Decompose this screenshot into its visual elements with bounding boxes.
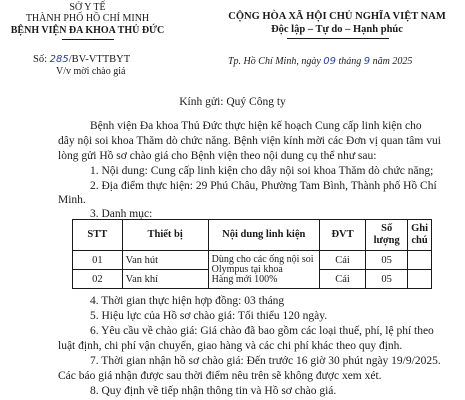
- cell-quantity: 05: [366, 270, 408, 289]
- date-month-handwritten: 9: [363, 56, 371, 67]
- content-line-3: Hàng mới 100%: [211, 273, 278, 285]
- item-3-catalog: 3. Danh mục:: [90, 208, 153, 220]
- content-line-1: Dùng cho các ống nội soi: [211, 253, 314, 265]
- document-date: [228, 56, 412, 68]
- intro-line-3: lòng gửi Hồ sơ chào giá cho Bệnh viện theo nội dung cụ thể như sau:: [58, 150, 377, 162]
- cell-stt: 01: [73, 251, 123, 270]
- item-4-duration: 4. Thời gian thực hiện hợp đồng: 03 tháng: [90, 295, 285, 307]
- date-prefix: Tp. Hồ Chí Minh, ngày: [228, 56, 321, 67]
- cell-stt: 02: [73, 270, 123, 289]
- cell-device: Van khí: [122, 270, 208, 289]
- motto-underline: [287, 38, 389, 39]
- greeting: Kính gửi: Quý Công ty: [179, 96, 286, 108]
- cell-content: [208, 251, 319, 289]
- country-name: CỘNG HÒA XÃ HỘI CHỦ NGHĨA VIỆT NAM: [228, 11, 446, 22]
- catalog-table: [72, 219, 432, 289]
- date-year: năm 2025: [372, 56, 413, 67]
- header-device: Thiết bị: [122, 220, 208, 251]
- document-subject: V/v mời chào giá: [56, 66, 126, 77]
- header-quantity: [366, 220, 408, 251]
- hospital-underline: [62, 39, 114, 40]
- table-row: [73, 251, 432, 270]
- header-quantity-line1: Số: [381, 223, 393, 234]
- cell-unit: Cái: [319, 270, 365, 289]
- item-7-deadline: 7. Thời gian nhận hồ sơ chào giá: Đến trước 16 giờ 30 phút ngày 19/9/2025.: [90, 355, 441, 367]
- header-note-line1: Ghi: [411, 223, 428, 234]
- item-2-location: 2. Địa điểm thực hiện: 29 Phú Châu, Phường Tam Bình, Thành phố Hồ Chí: [90, 180, 437, 192]
- header-quantity-line2: lượng: [373, 235, 400, 246]
- header-content: Nội dung linh kiện: [208, 220, 319, 251]
- ministry-name: SỞ Y TẾ: [69, 2, 106, 13]
- item-5-validity: 5. Hiệu lực của Hồ sơ chào giá: Tối thiểu 120 ngày.: [90, 310, 328, 322]
- item-7-deadline-cont: Các báo giá nhận được sau thời điểm nêu trên sẽ không được xem xét.: [58, 370, 382, 382]
- intro-line-2: dây nội soi khoa Thăm dò chức năng. Bệnh viện kính mời các Đơn vị quan tâm vui: [58, 135, 441, 147]
- item-8-regulations: 8. Quy định về tiếp nhận thông tin và Hồ sơ chào giá.: [90, 385, 337, 397]
- national-motto: Độc lập – Tự do – Hạnh phúc: [271, 24, 403, 35]
- cell-quantity: 05: [366, 251, 408, 270]
- document-number-suffix: /BV-VTTBYT: [68, 54, 131, 65]
- table-header-row: [73, 220, 432, 251]
- item-6-requirements: 6. Yêu cầu về chào giá: Giá chào đã bao gồm các loại thuế, phí, lệ phí theo: [90, 325, 434, 337]
- hospital-name: BỆNH VIỆN ĐA KHOA THỦ ĐỨC: [10, 25, 165, 36]
- document-number-handwritten: 285: [49, 54, 69, 65]
- header-note-line2: chú: [411, 235, 428, 246]
- cell-unit: Cái: [319, 251, 365, 270]
- header-note: [408, 220, 432, 251]
- city-name: THÀNH PHỐ HỒ CHÍ MINH: [25, 13, 150, 24]
- item-1-content: 1. Nội dung: Cung cấp linh kiện cho dây nội soi khoa Thăm dò chức năng;: [90, 165, 434, 177]
- item-2-location-cont: Minh.: [58, 194, 86, 206]
- cell-note: [408, 251, 432, 270]
- cell-device: Van hút: [122, 251, 208, 270]
- date-day-handwritten: 09: [323, 56, 337, 67]
- intro-line-1: Bệnh viện Đa khoa Thủ Đức thực hiện kế hoạch Cung cấp linh kiện cho: [90, 120, 422, 132]
- document-number-prefix: Số:: [33, 54, 48, 65]
- date-month-label: tháng: [338, 56, 362, 67]
- content-line-2: Olympus tại khoa: [211, 263, 283, 275]
- header-stt: STT: [73, 220, 123, 251]
- header-unit: ĐVT: [319, 220, 365, 251]
- cell-note: [408, 270, 432, 289]
- item-6-requirements-cont: luật định, chi phí vận chuyển, giao hàng và các chi phí khác theo quy định.: [58, 340, 403, 352]
- document-number: [33, 53, 130, 66]
